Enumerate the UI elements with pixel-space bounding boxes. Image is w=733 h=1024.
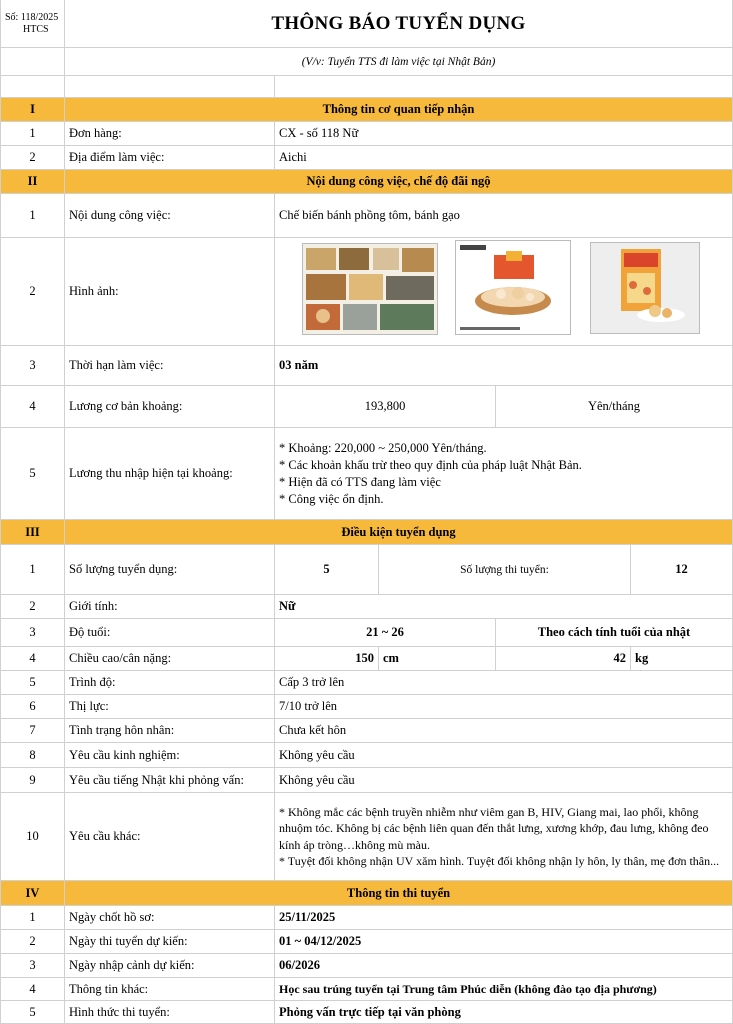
experience-label: Yêu cầu kinh nghiệm:	[65, 743, 275, 768]
age-label: Độ tuổi:	[65, 619, 275, 647]
row-number: 6	[0, 695, 65, 719]
row-number: 1	[0, 545, 65, 595]
workplace-value: Aichi	[275, 146, 733, 170]
section-1-title: Thông tin cơ quan tiếp nhận	[65, 98, 733, 122]
snack-bowl-image	[455, 240, 571, 335]
job-content-label: Nội dung công việc:	[65, 194, 275, 238]
images-label: Hình ảnh:	[65, 238, 275, 346]
income-line: * Khoảng: 220,000 ~ 250,000 Yên/tháng.	[279, 440, 487, 455]
education-label: Trình độ:	[65, 671, 275, 695]
income-line: * Công việc ổn định.	[279, 491, 384, 506]
exam-date-value: 01 ~ 04/12/2025	[275, 930, 733, 954]
row-number: 3	[0, 346, 65, 386]
section-2-title: Nội dung công việc, chế độ đãi ngộ	[65, 170, 733, 194]
row-number: 2	[0, 238, 65, 346]
exam-date-label: Ngày thi tuyển dự kiến:	[65, 930, 275, 954]
deadline-label: Ngày chốt hồ sơ:	[65, 906, 275, 930]
row-number: 3	[0, 954, 65, 978]
work-term-value: 03 năm	[275, 346, 733, 386]
row-number: 5	[0, 1001, 65, 1024]
workplace-label: Địa điểm làm việc:	[65, 146, 275, 170]
height-weight-label: Chiều cao/cân nặng:	[65, 647, 275, 671]
recruit-qty-value: 5	[275, 545, 379, 595]
row-number: 4	[0, 647, 65, 671]
page-subtitle: (V/v: Tuyển TTS đi làm việc tại Nhật Bản)	[65, 48, 733, 76]
row-number: 1	[0, 906, 65, 930]
row-number: 3	[0, 619, 65, 647]
recruit-qty-label: Số lượng tuyển dụng:	[65, 545, 275, 595]
section-4-title: Thông tin thi tuyển	[65, 881, 733, 906]
japanese-req-label: Yêu cầu tiếng Nhật khi phỏng vấn:	[65, 768, 275, 793]
weight-value: 42	[496, 647, 631, 671]
row-number: 5	[0, 428, 65, 520]
order-label: Đơn hàng:	[65, 122, 275, 146]
doc-number-text: Số: 118/2025	[5, 11, 59, 23]
other-req-line: * Tuyệt đối không nhận UV xăm hình. Tuyệt đối không nhận ly hôn, ly thân, mẹ đơn thân...	[279, 854, 720, 868]
height-unit: cm	[379, 647, 496, 671]
entry-date-label: Ngày nhập cảnh dự kiến:	[65, 954, 275, 978]
exam-qty-label: Số lượng thi tuyển:	[379, 545, 631, 595]
japanese-req-value: Không yêu cầu	[275, 768, 733, 793]
page-title: THÔNG BÁO TUYỂN DỤNG	[65, 0, 733, 48]
row-number: 2	[0, 930, 65, 954]
vision-label: Thị lực:	[65, 695, 275, 719]
product-bag-image	[590, 242, 700, 334]
income-line: * Các khoản khấu trừ theo quy định của pháp luật Nhật Bản.	[279, 457, 582, 472]
row-number: 4	[0, 386, 65, 428]
deadline-value: 25/11/2025	[275, 906, 733, 930]
exam-qty-value: 12	[631, 545, 733, 595]
job-content-value: Chế biến bánh phồng tôm, bánh gạo	[275, 194, 733, 238]
gender-value: Nữ	[275, 595, 733, 619]
row-number: 5	[0, 671, 65, 695]
other-req-label: Yêu cầu khác:	[65, 793, 275, 881]
row-number: 7	[0, 719, 65, 743]
row-number: 2	[0, 595, 65, 619]
vision-value: 7/10 trở lên	[275, 695, 733, 719]
work-term-label: Thời hạn làm việc:	[65, 346, 275, 386]
base-salary-value: 193,800	[275, 386, 496, 428]
document-number	[0, 0, 65, 48]
row-number: 2	[0, 146, 65, 170]
entry-date-value: 06/2026	[275, 954, 733, 978]
base-salary-label: Lương cơ bản khoảng:	[65, 386, 275, 428]
income-label: Lương thu nhập hiện tại khoảng:	[65, 428, 275, 520]
income-details	[275, 428, 733, 520]
row-number: 9	[0, 768, 65, 793]
row-number: 8	[0, 743, 65, 768]
weight-unit: kg	[631, 647, 733, 671]
factory-collage-image	[302, 243, 438, 335]
income-line: * Hiện đã có TTS đang làm việc	[279, 474, 441, 489]
row-number: 1	[0, 194, 65, 238]
other-req-details	[275, 793, 733, 881]
other-req-line: * Không mắc các bệnh truyền nhiễm như viêm gan B, HIV, Giang mai, lao phổi, không nhuộm tóc. Không bị các bệnh liên quan đến thắt lưng, xương khớp, đau lưng, không đeo kính áp tròng…không mù màu.	[279, 804, 709, 852]
marital-label: Tình trạng hôn nhân:	[65, 719, 275, 743]
exam-format-value: Phỏng vấn trực tiếp tại văn phòng	[275, 1001, 733, 1024]
section-1-number: I	[0, 98, 65, 122]
order-value: CX - số 118 Nữ	[275, 122, 733, 146]
section-2-number: II	[0, 170, 65, 194]
gender-label: Giới tính:	[65, 595, 275, 619]
row-number: 4	[0, 978, 65, 1001]
age-note: Theo cách tính tuổi của nhật	[496, 619, 733, 647]
marital-value: Chưa kết hôn	[275, 719, 733, 743]
experience-value: Không yêu cầu	[275, 743, 733, 768]
row-number: 10	[0, 793, 65, 881]
section-4-number: IV	[0, 881, 65, 906]
base-salary-unit: Yên/tháng	[496, 386, 733, 428]
height-value: 150	[275, 647, 379, 671]
exam-format-label: Hình thức thi tuyển:	[65, 1001, 275, 1024]
section-3-number: III	[0, 520, 65, 545]
education-value: Cấp 3 trở lên	[275, 671, 733, 695]
age-value: 21 ~ 26	[275, 619, 496, 647]
other-info-value: Học sau trúng tuyển tại Trung tâm Phúc diễn (không đào tạo địa phương)	[275, 978, 733, 1001]
other-info-label: Thông tin khác:	[65, 978, 275, 1001]
doc-org-text: HTCS	[23, 23, 49, 35]
row-number: 1	[0, 122, 65, 146]
section-3-title: Điều kiện tuyển dụng	[65, 520, 733, 545]
